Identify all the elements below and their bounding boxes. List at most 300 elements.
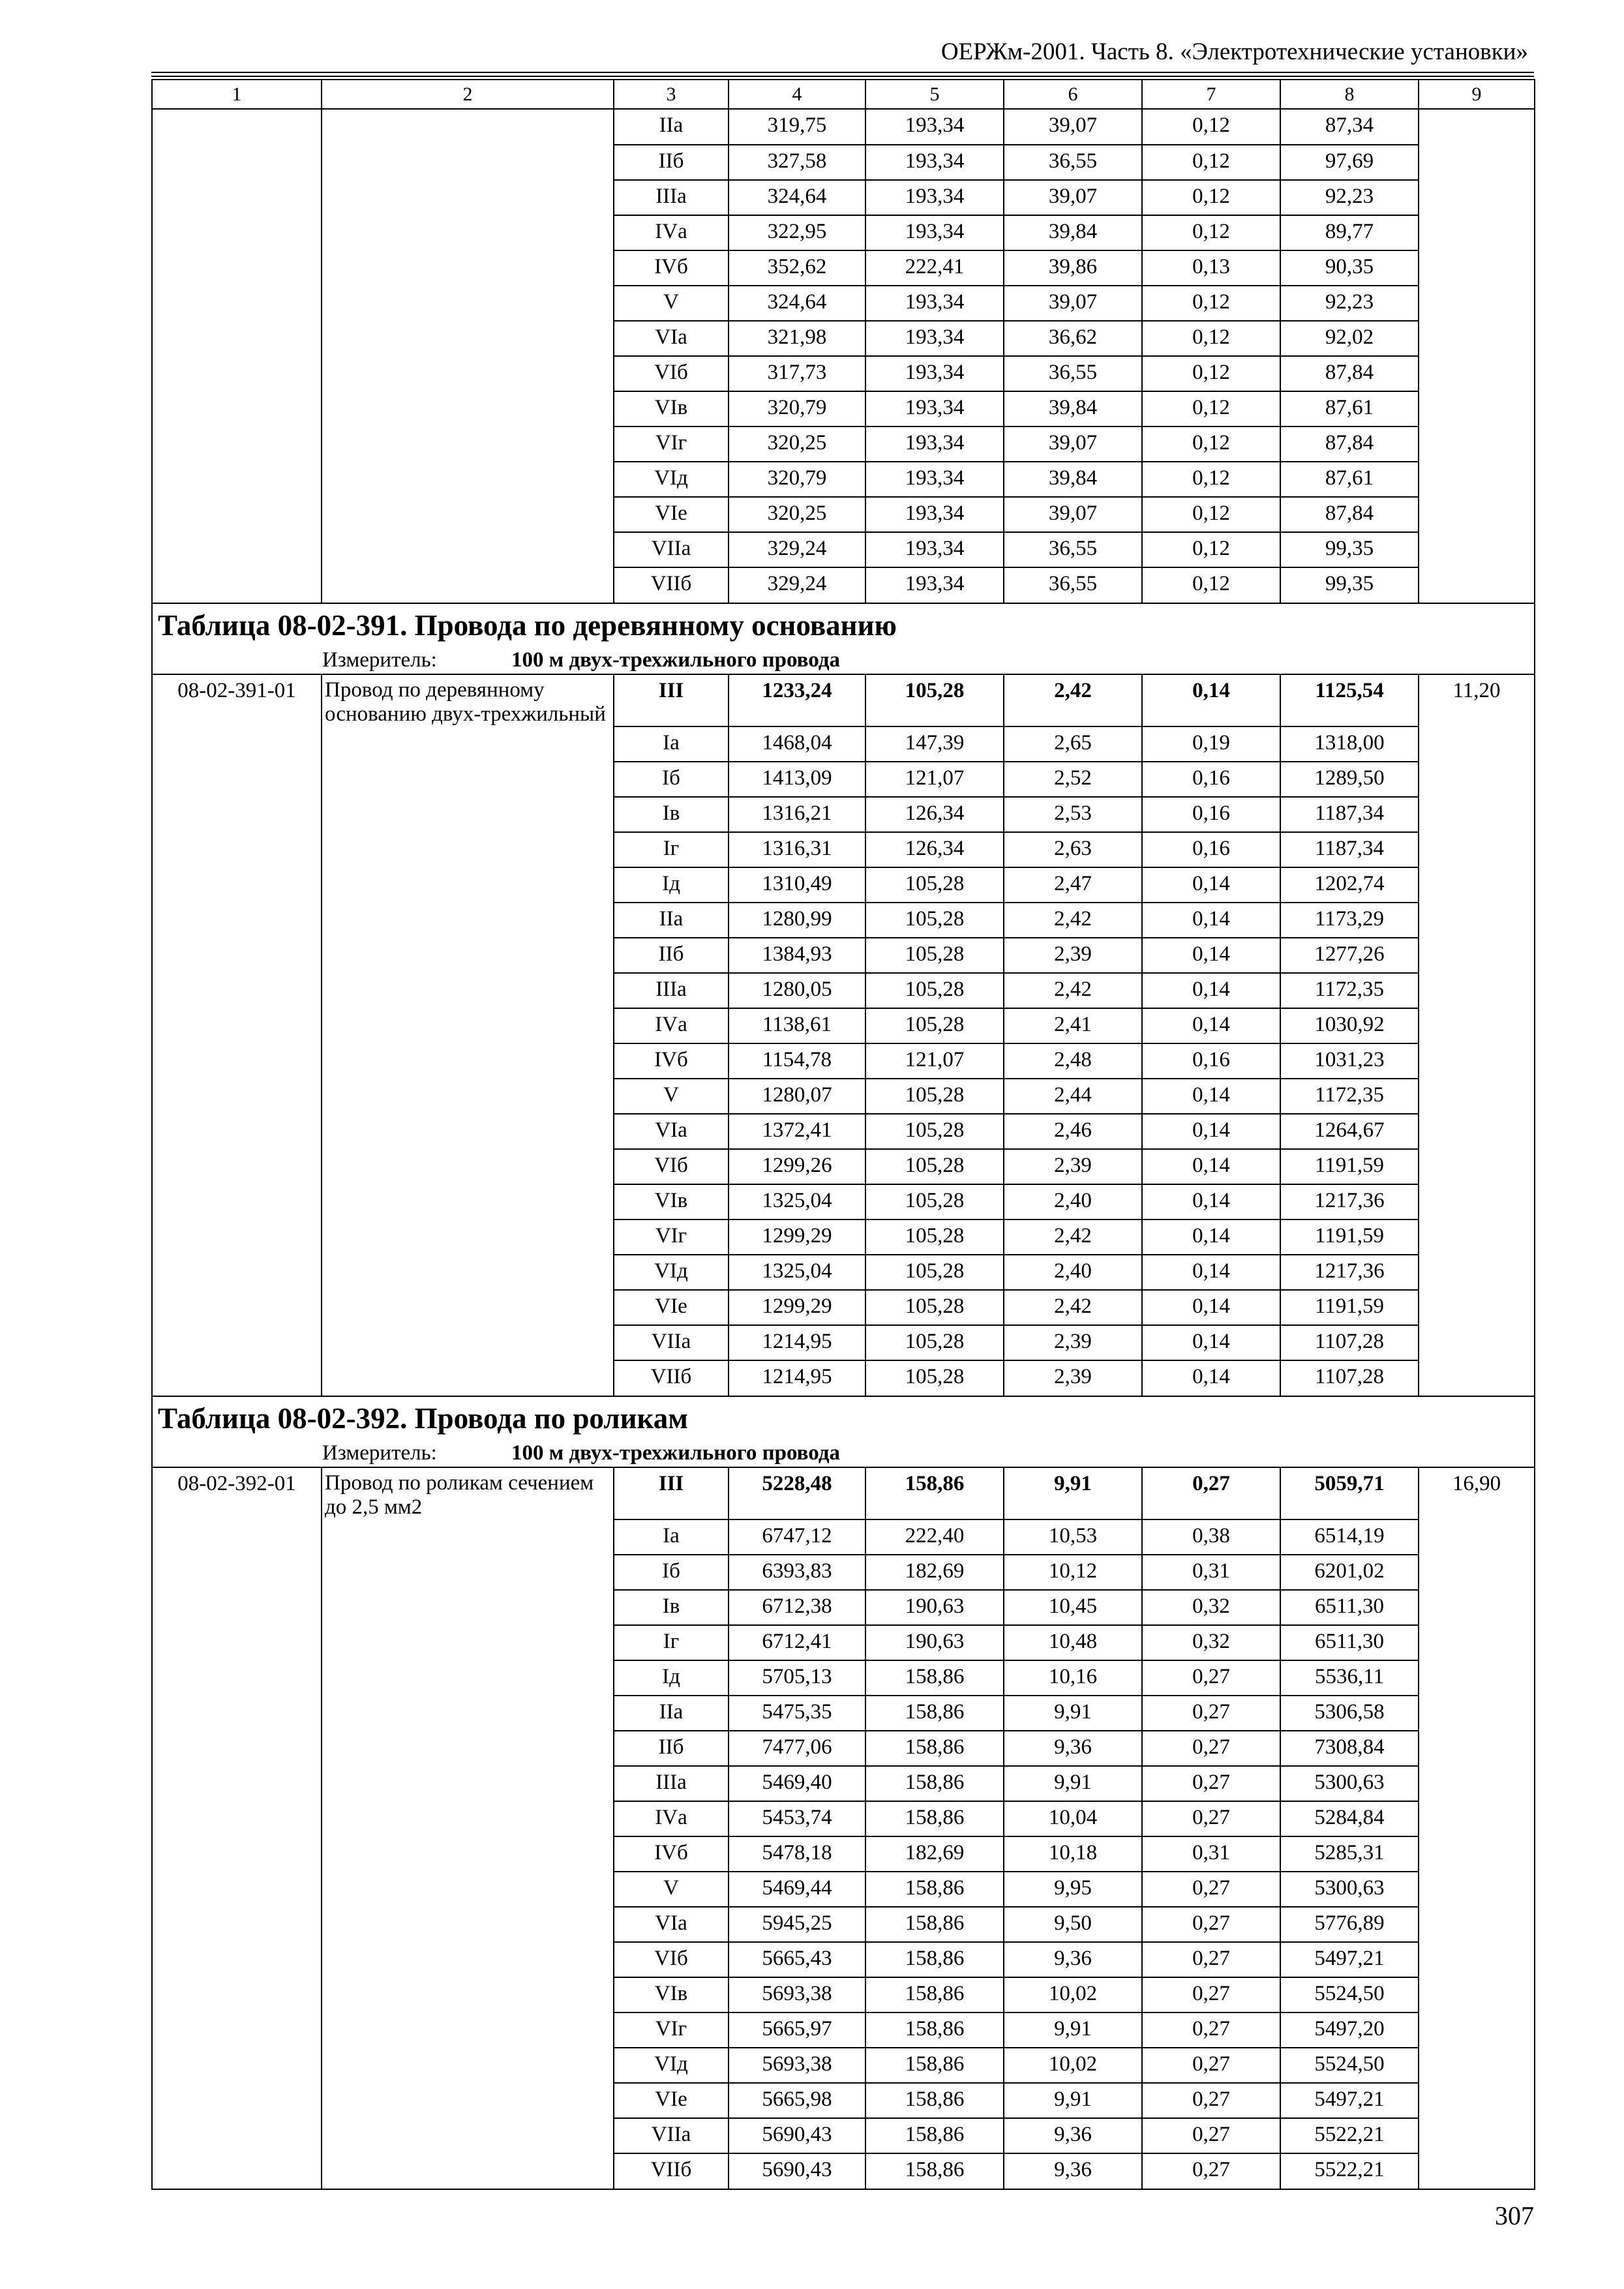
value-cell: 39,84 <box>1004 462 1142 497</box>
value-cell: 2,40 <box>1004 1184 1142 1219</box>
table-row <box>152 2083 1535 2118</box>
zone-code: Iа <box>614 726 729 762</box>
value-cell: 126,34 <box>865 797 1004 832</box>
zone-code: VIб <box>614 356 729 391</box>
rate-code <box>152 1696 322 1731</box>
value-cell: 0,27 <box>1142 2083 1280 2118</box>
meter-label: Измеритель: <box>322 1441 437 1465</box>
value-cell: 0,32 <box>1142 1590 1280 1625</box>
value-cell: 329,24 <box>729 567 865 603</box>
meter-row <box>152 647 1535 674</box>
value-cell: 87,84 <box>1280 356 1419 391</box>
rate-code <box>152 938 322 973</box>
value-cell: 36,55 <box>1004 567 1142 603</box>
zone-code: IVб <box>614 1836 729 1872</box>
labor-cost <box>1419 2048 1535 2083</box>
value-cell: 1191,59 <box>1280 1290 1419 1325</box>
value-cell: 1217,36 <box>1280 1184 1419 1219</box>
zone-code: IVа <box>614 215 729 250</box>
labor-cost <box>1419 1731 1535 1766</box>
value-cell: 126,34 <box>865 832 1004 867</box>
table-row <box>152 762 1535 797</box>
zone-code: IIб <box>614 145 729 180</box>
zone-code: IVа <box>614 1008 729 1043</box>
value-cell: 1107,28 <box>1280 1360 1419 1396</box>
value-cell: 0,16 <box>1142 1043 1280 1079</box>
value-cell: 10,45 <box>1004 1590 1142 1625</box>
value-cell: 9,36 <box>1004 2153 1142 2189</box>
table-row <box>152 1731 1535 1766</box>
rate-name <box>322 1836 614 1872</box>
value-cell: 2,46 <box>1004 1114 1142 1149</box>
value-cell: 2,47 <box>1004 867 1142 903</box>
table-row <box>152 1219 1535 1255</box>
table-row <box>152 1079 1535 1114</box>
zone-code: VIб <box>614 1942 729 1977</box>
value-cell: 105,28 <box>865 1290 1004 1325</box>
value-cell: 321,98 <box>729 321 865 356</box>
rate-code <box>152 2012 322 2048</box>
value-cell: 105,28 <box>865 1360 1004 1396</box>
running-header: ОЕРЖм-2001. Часть 8. «Электротехнические установки» <box>940 38 1528 65</box>
value-cell: 1107,28 <box>1280 1325 1419 1360</box>
value-cell: 0,27 <box>1142 1872 1280 1907</box>
value-cell: 9,36 <box>1004 1731 1142 1766</box>
table-row <box>152 2048 1535 2083</box>
table-row <box>152 832 1535 867</box>
rate-code <box>152 215 322 250</box>
value-cell: 319,75 <box>729 109 865 145</box>
labor-cost <box>1419 180 1535 215</box>
rate-name <box>322 1114 614 1149</box>
labor-cost <box>1419 1801 1535 1836</box>
zone-code: IVб <box>614 1043 729 1079</box>
value-cell: 1031,23 <box>1280 1043 1419 1079</box>
value-cell: 6511,30 <box>1280 1625 1419 1660</box>
labor-cost <box>1419 938 1535 973</box>
value-cell: 99,35 <box>1280 567 1419 603</box>
labor-cost <box>1419 726 1535 762</box>
rate-name <box>322 1590 614 1625</box>
value-cell: 10,18 <box>1004 1836 1142 1872</box>
table-row <box>152 1255 1535 1290</box>
value-cell: 7477,06 <box>729 1731 865 1766</box>
rate-code <box>152 867 322 903</box>
labor-cost <box>1419 321 1535 356</box>
rate-code <box>152 250 322 286</box>
table-row <box>152 2153 1535 2189</box>
zone-code: IIа <box>614 903 729 938</box>
value-cell: 92,02 <box>1280 321 1419 356</box>
value-cell: 0,14 <box>1142 1079 1280 1114</box>
rate-name <box>322 1008 614 1043</box>
value-cell: 1172,35 <box>1280 1079 1419 1114</box>
table-row <box>152 250 1535 286</box>
labor-cost <box>1419 1872 1535 1907</box>
table-row <box>152 1360 1535 1396</box>
value-cell: 1318,00 <box>1280 726 1419 762</box>
value-cell: 0,27 <box>1142 1977 1280 2012</box>
table-row <box>152 1008 1535 1043</box>
table-row <box>152 1872 1535 1907</box>
labor-cost <box>1419 2012 1535 2048</box>
value-cell: 5690,43 <box>729 2118 865 2153</box>
table-row <box>152 726 1535 762</box>
table-row <box>152 1555 1535 1590</box>
table-row <box>152 674 1535 726</box>
value-cell: 193,34 <box>865 180 1004 215</box>
rate-name <box>322 973 614 1008</box>
value-cell: 1299,29 <box>729 1219 865 1255</box>
zone-code: VIа <box>614 1114 729 1149</box>
labor-cost <box>1419 1219 1535 1255</box>
zone-code: Iа <box>614 1519 729 1555</box>
value-cell: 158,86 <box>865 1696 1004 1731</box>
labor-cost <box>1419 1590 1535 1625</box>
zone-code: VIг <box>614 2012 729 2048</box>
zone-code: VIв <box>614 391 729 426</box>
value-cell: 5300,63 <box>1280 1766 1419 1801</box>
value-cell: 193,34 <box>865 532 1004 567</box>
value-cell: 6712,41 <box>729 1625 865 1660</box>
value-cell: 2,42 <box>1004 1219 1142 1255</box>
rate-code: 08-02-391-01 <box>152 674 322 726</box>
value-cell: 1202,74 <box>1280 867 1419 903</box>
value-cell: 2,65 <box>1004 726 1142 762</box>
value-cell: 1173,29 <box>1280 903 1419 938</box>
rate-name <box>322 938 614 973</box>
value-cell: 193,34 <box>865 567 1004 603</box>
value-cell: 1299,26 <box>729 1149 865 1184</box>
value-cell: 5469,40 <box>729 1766 865 1801</box>
value-cell: 0,12 <box>1142 145 1280 180</box>
value-cell: 5705,13 <box>729 1660 865 1696</box>
value-cell: 0,31 <box>1142 1836 1280 1872</box>
zone-code: VIв <box>614 1184 729 1219</box>
table-row <box>152 2012 1535 2048</box>
rate-name: Провод по деревянному основанию двух-трехжильный <box>322 674 614 726</box>
value-cell: 5522,21 <box>1280 2118 1419 2153</box>
value-cell: 6393,83 <box>729 1555 865 1590</box>
value-cell: 0,32 <box>1142 1625 1280 1660</box>
table-row <box>152 1043 1535 1079</box>
table-row <box>152 1942 1535 1977</box>
value-cell: 322,95 <box>729 215 865 250</box>
value-cell: 87,84 <box>1280 426 1419 462</box>
value-cell: 0,12 <box>1142 462 1280 497</box>
page-number: 307 <box>1495 2201 1534 2230</box>
value-cell: 0,14 <box>1142 1008 1280 1043</box>
value-cell: 36,55 <box>1004 356 1142 391</box>
labor-cost <box>1419 426 1535 462</box>
rate-name <box>322 762 614 797</box>
value-cell: 5693,38 <box>729 2048 865 2083</box>
table-row <box>152 1590 1535 1625</box>
value-cell: 10,12 <box>1004 1555 1142 1590</box>
value-cell: 10,02 <box>1004 2048 1142 2083</box>
value-cell: 7308,84 <box>1280 1731 1419 1766</box>
value-cell: 1264,67 <box>1280 1114 1419 1149</box>
value-cell: 320,79 <box>729 462 865 497</box>
table-row <box>152 1290 1535 1325</box>
rate-name <box>322 250 614 286</box>
rate-code <box>152 1731 322 1766</box>
rate-code <box>152 1872 322 1907</box>
rate-name <box>322 1043 614 1079</box>
labor-cost <box>1419 462 1535 497</box>
table-row <box>152 145 1535 180</box>
zone-code: IVб <box>614 250 729 286</box>
meter-value: 100 м двух-трехжильного провода <box>511 1441 841 1465</box>
table-row <box>152 1696 1535 1731</box>
value-cell: 1138,61 <box>729 1008 865 1043</box>
value-cell: 6712,38 <box>729 1590 865 1625</box>
rate-name <box>322 426 614 462</box>
rate-name <box>322 797 614 832</box>
rate-code <box>152 1907 322 1942</box>
value-cell: 1277,26 <box>1280 938 1419 973</box>
value-cell: 0,12 <box>1142 215 1280 250</box>
value-cell: 193,34 <box>865 321 1004 356</box>
value-cell: 39,07 <box>1004 286 1142 321</box>
rate-code <box>152 1766 322 1801</box>
rate-code <box>152 1625 322 1660</box>
value-cell: 182,69 <box>865 1555 1004 1590</box>
value-cell: 1030,92 <box>1280 1008 1419 1043</box>
value-cell: 9,91 <box>1004 2012 1142 2048</box>
value-cell: 5665,98 <box>729 2083 865 2118</box>
rate-code <box>152 762 322 797</box>
zone-code: VIд <box>614 462 729 497</box>
rate-name <box>322 391 614 426</box>
value-cell: 158,86 <box>865 1801 1004 1836</box>
value-cell: 39,07 <box>1004 426 1142 462</box>
value-cell: 0,27 <box>1142 2153 1280 2189</box>
labor-cost <box>1419 1149 1535 1184</box>
value-cell: 1217,36 <box>1280 1255 1419 1290</box>
labor-cost <box>1419 109 1535 145</box>
table-row <box>152 1766 1535 1801</box>
value-cell: 0,27 <box>1142 1907 1280 1942</box>
labor-cost <box>1419 1942 1535 1977</box>
labor-cost <box>1419 1360 1535 1396</box>
meter-row <box>152 1440 1535 1467</box>
rate-code <box>152 1942 322 1977</box>
value-cell: 327,58 <box>729 145 865 180</box>
zone-code: VIIа <box>614 532 729 567</box>
value-cell: 1214,95 <box>729 1325 865 1360</box>
value-cell: 1384,93 <box>729 938 865 973</box>
table-row <box>152 903 1535 938</box>
labor-cost <box>1419 1043 1535 1079</box>
value-cell: 1172,35 <box>1280 973 1419 1008</box>
value-cell: 2,39 <box>1004 1360 1142 1396</box>
zone-code: III <box>614 674 729 726</box>
table-row <box>152 797 1535 832</box>
rate-name <box>322 109 614 145</box>
value-cell: 0,19 <box>1142 726 1280 762</box>
rate-name <box>322 321 614 356</box>
value-cell: 158,86 <box>865 2153 1004 2189</box>
value-cell: 9,50 <box>1004 1907 1142 1942</box>
rate-name <box>322 180 614 215</box>
value-cell: 5497,20 <box>1280 2012 1419 2048</box>
value-cell: 222,40 <box>865 1519 1004 1555</box>
value-cell: 0,16 <box>1142 762 1280 797</box>
rate-code <box>152 2153 322 2189</box>
value-cell: 0,27 <box>1142 1696 1280 1731</box>
rate-name <box>322 2153 614 2189</box>
labor-cost <box>1419 1290 1535 1325</box>
zone-code: IIб <box>614 938 729 973</box>
zone-code: Iг <box>614 1625 729 1660</box>
value-cell: 6747,12 <box>729 1519 865 1555</box>
value-cell: 1316,31 <box>729 832 865 867</box>
value-cell: 105,28 <box>865 1008 1004 1043</box>
value-cell: 1187,34 <box>1280 832 1419 867</box>
value-cell: 158,86 <box>865 1907 1004 1942</box>
rate-code <box>152 1255 322 1290</box>
value-cell: 0,27 <box>1142 1731 1280 1766</box>
zone-code: Iв <box>614 797 729 832</box>
table-row <box>152 1907 1535 1942</box>
value-cell: 105,28 <box>865 674 1004 726</box>
value-cell: 1214,95 <box>729 1360 865 1396</box>
value-cell: 0,16 <box>1142 797 1280 832</box>
rate-code <box>152 1660 322 1696</box>
value-cell: 1468,04 <box>729 726 865 762</box>
labor-cost <box>1419 867 1535 903</box>
rate-code <box>152 356 322 391</box>
rate-code <box>152 1836 322 1872</box>
value-cell: 121,07 <box>865 762 1004 797</box>
rate-code <box>152 1219 322 1255</box>
value-cell: 2,52 <box>1004 762 1142 797</box>
value-cell: 0,12 <box>1142 497 1280 532</box>
value-cell: 320,79 <box>729 391 865 426</box>
value-cell: 2,42 <box>1004 973 1142 1008</box>
table-row <box>152 567 1535 603</box>
labor-cost <box>1419 567 1535 603</box>
rate-name <box>322 2083 614 2118</box>
value-cell: 97,69 <box>1280 145 1419 180</box>
table-row <box>152 391 1535 426</box>
value-cell: 0,14 <box>1142 1325 1280 1360</box>
value-cell: 193,34 <box>865 426 1004 462</box>
zone-code: VIIа <box>614 1325 729 1360</box>
value-cell: 0,14 <box>1142 1184 1280 1219</box>
value-cell: 1280,05 <box>729 973 865 1008</box>
value-cell: 1316,21 <box>729 797 865 832</box>
labor-cost <box>1419 1660 1535 1696</box>
value-cell: 1125,54 <box>1280 674 1419 726</box>
value-cell: 2,44 <box>1004 1079 1142 1114</box>
labor-cost <box>1419 1555 1535 1590</box>
value-cell: 2,39 <box>1004 1149 1142 1184</box>
labor-cost <box>1419 797 1535 832</box>
value-cell: 105,28 <box>865 1325 1004 1360</box>
labor-cost <box>1419 762 1535 797</box>
labor-cost <box>1419 973 1535 1008</box>
rate-code <box>152 1555 322 1590</box>
value-cell: 105,28 <box>865 973 1004 1008</box>
rate-code <box>152 2083 322 2118</box>
zone-code: IIа <box>614 1696 729 1731</box>
value-cell: 87,84 <box>1280 497 1419 532</box>
rate-name <box>322 1977 614 2012</box>
value-cell: 158,86 <box>865 2083 1004 2118</box>
value-cell: 92,23 <box>1280 180 1419 215</box>
rate-code <box>152 391 322 426</box>
rate-name <box>322 1079 614 1114</box>
value-cell: 190,63 <box>865 1590 1004 1625</box>
header-rule <box>151 72 1534 77</box>
value-cell: 36,62 <box>1004 321 1142 356</box>
zone-code: V <box>614 1079 729 1114</box>
value-cell: 10,02 <box>1004 1977 1142 2012</box>
labor-cost <box>1419 1977 1535 2012</box>
rate-name <box>322 215 614 250</box>
value-cell: 0,38 <box>1142 1519 1280 1555</box>
rate-code <box>152 903 322 938</box>
zone-code: V <box>614 286 729 321</box>
value-cell: 329,24 <box>729 532 865 567</box>
value-cell: 9,91 <box>1004 2083 1142 2118</box>
zone-code: VIг <box>614 1219 729 1255</box>
value-cell: 2,41 <box>1004 1008 1142 1043</box>
value-cell: 5285,31 <box>1280 1836 1419 1872</box>
table-row <box>152 109 1535 145</box>
zone-code: VIа <box>614 321 729 356</box>
value-cell: 105,28 <box>865 1149 1004 1184</box>
value-cell: 0,14 <box>1142 903 1280 938</box>
value-cell: 0,12 <box>1142 321 1280 356</box>
value-cell: 0,27 <box>1142 1766 1280 1801</box>
labor-cost <box>1419 1184 1535 1219</box>
value-cell: 39,07 <box>1004 109 1142 145</box>
zone-code: VIа <box>614 1907 729 1942</box>
zone-code: VIв <box>614 1977 729 2012</box>
rate-name <box>322 286 614 321</box>
rate-code <box>152 145 322 180</box>
value-cell: 5469,44 <box>729 1872 865 1907</box>
zone-code: VIд <box>614 2048 729 2083</box>
value-cell: 193,34 <box>865 215 1004 250</box>
rate-name <box>322 1907 614 1942</box>
value-cell: 158,86 <box>865 1942 1004 1977</box>
rate-code <box>152 109 322 145</box>
labor-cost <box>1419 2153 1535 2189</box>
value-cell: 158,86 <box>865 2118 1004 2153</box>
table-row <box>152 180 1535 215</box>
value-cell: 92,23 <box>1280 286 1419 321</box>
value-cell: 5665,97 <box>729 2012 865 2048</box>
value-cell: 0,14 <box>1142 1114 1280 1149</box>
value-cell: 87,61 <box>1280 462 1419 497</box>
value-cell: 158,86 <box>865 2012 1004 2048</box>
rate-name <box>322 1360 614 1396</box>
table-row <box>152 973 1535 1008</box>
meter-value: 100 м двух-трехжильного провода <box>511 648 841 672</box>
rate-name <box>322 1660 614 1696</box>
column-number: 2 <box>322 80 614 109</box>
value-cell: 193,34 <box>865 391 1004 426</box>
rate-code <box>152 567 322 603</box>
value-cell: 10,48 <box>1004 1625 1142 1660</box>
rate-code <box>152 497 322 532</box>
table-row <box>152 1114 1535 1149</box>
table-body <box>152 80 1535 2189</box>
